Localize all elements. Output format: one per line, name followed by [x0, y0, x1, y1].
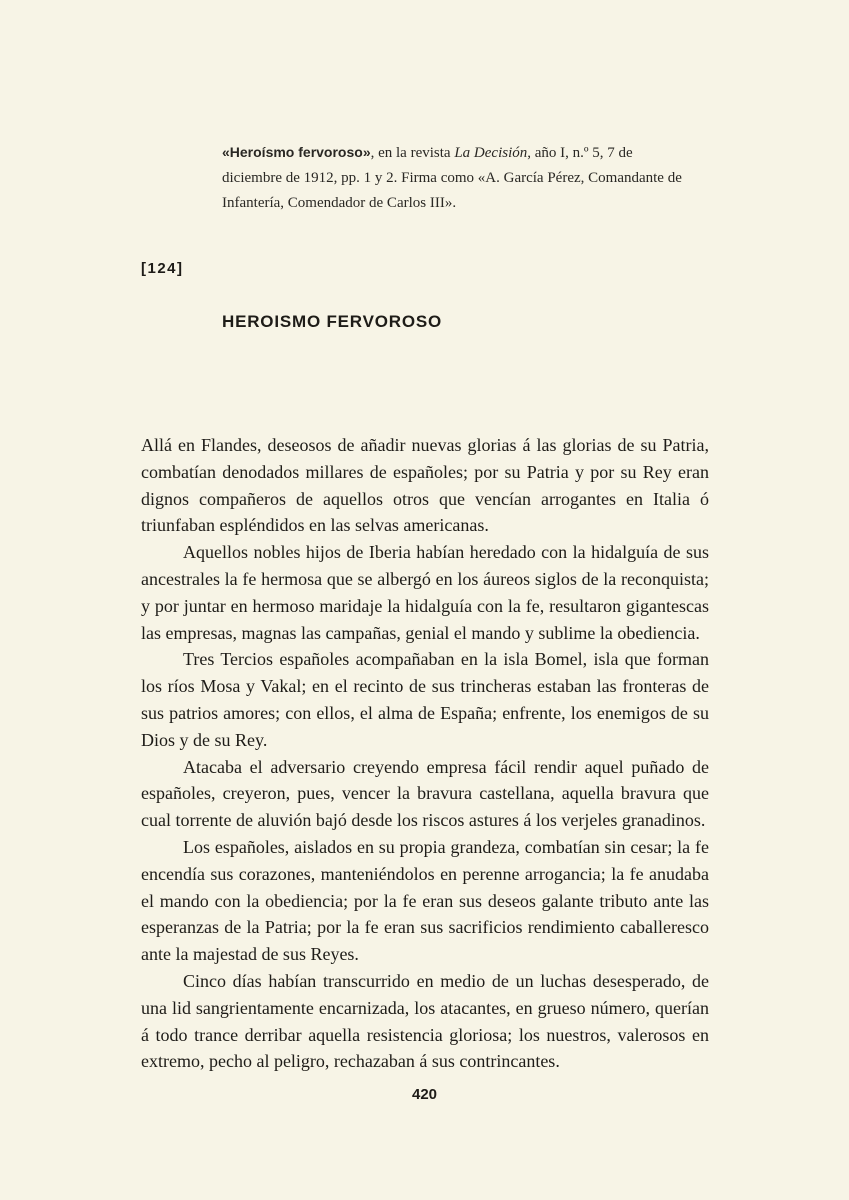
paragraph-3: Tres Tercios españoles acompañaban en la isla Bomel, isla que forman los ríos Mosa y Vakal; en el recinto de sus trincheras estaban las fronteras de sus patrios amores; con ellos, el alma de España; enfrente, los enemigos de su Dios y de su Rey.	[141, 649, 709, 750]
paragraph-6: Cinco días habían transcurrido en medio de un luchas desesperado, de una lid sangrientamente encarnizada, los atacantes, en grueso número, querían á todo trance derribar aquella resistencia gloriosa; los nuestros, valerosos en extremo, pecho al peligro, rechazaban á sus contrincantes.	[141, 970, 709, 1072]
source-note-text-2: , año I, n.º 5, 7 de diciembre de 1912, pp. 1 y 2. Firma como «A. García Pérez, Comandante de Infantería, Comendador de Carlos III».	[222, 145, 682, 211]
source-note-magazine: La Decisión	[454, 145, 528, 161]
paragraph-4: Atacaba el adversario creyendo empresa fácil rendir aquel puñado de españoles, creyeron, pues, vencer la bravura castellana, aquella bravura que cual torrente de aluvión bajó desde los riscos astures á los verjeles granadinos.	[141, 756, 709, 831]
body-text	[141, 432, 709, 1075]
source-note-text-1: , en la revista	[370, 145, 455, 161]
source-note	[222, 140, 692, 216]
document-number: [124]	[141, 260, 184, 277]
document-title: HEROISMO FERVOROSO	[222, 312, 443, 331]
paragraph-5: Los españoles, aislados en su propia grandeza, combatían sin cesar; la fe encendía sus corazones, manteniéndolos en perenne arrogancia; la fe anudaba el mando con la obediencia; por la fe eran sus deseos galante tributo ante las esperanzas de la Patria; por la fe eran sus sacrificios rendimiento caballeresco ante la majestad de sus Reyes.	[141, 836, 709, 965]
paragraph-2: Aquellos nobles hijos de Iberia habían heredado con la hidalguía de sus ancestrales la fe hermosa que se albergó en los áureos siglos de la reconquista; y por juntar en hermoso maridaje la hidalguía con la fe, resultaron gigantescas las empresas, magnas las campañas, genial el mando y sublime la obediencia.	[141, 542, 709, 643]
paragraph-1: Allá en Flandes, deseosos de añadir nuevas glorias á las glorias de su Patria, combatían denodados millares de españoles; por su Patria y por su Rey eran dignos compañeros de aquellos otros que vencían arrogantes en Italia ó triunfaban espléndidos en las selvas americanas.	[141, 435, 709, 536]
source-note-lead: «Heroísmo fervoroso»	[222, 144, 371, 160]
page-number: 420	[411, 1086, 438, 1103]
